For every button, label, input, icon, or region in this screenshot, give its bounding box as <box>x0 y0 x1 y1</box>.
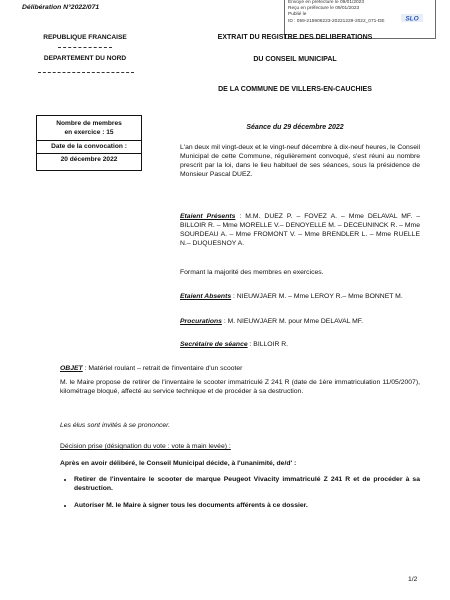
decision-list <box>60 475 420 513</box>
svg-text:SLO: SLO <box>405 15 419 22</box>
page-number: 1/2 <box>408 576 418 583</box>
objet-text: : Matériel roulant – retrait de l'inventaire d'un scooter <box>82 365 243 372</box>
procurations-block <box>180 317 420 326</box>
members-convocation-box <box>36 115 142 171</box>
divider <box>38 72 134 73</box>
members-value: en exercice : 15 <box>64 128 114 136</box>
secretary-label: Secrétaire de séance <box>180 341 248 348</box>
presents-label: Etaient Présents <box>180 213 236 220</box>
intro-text: L'an deux mil vingt-deux et le vingt-neuf décembre à dix-neuf heures, le Conseil Municipal de cette Commune, régulièrement convoqué, s'est réuni au nombre prescrit par la loi, dans le lieu habituel de ses séances, sous la présidence de Monsieur Pascal DUEZ. <box>180 144 420 178</box>
invite-text: Les élus sont invités à se prononcer. <box>60 422 171 429</box>
intro-paragraph <box>180 143 420 179</box>
convocation-value: 20 décembre 2022 <box>60 155 118 163</box>
council-title: DU CONSEIL MUNICIPAL <box>253 56 337 63</box>
stamp-line-id: ID : 059-215906223-20221229-2022_071-DE <box>288 18 385 24</box>
department-label: DEPARTEMENT DU NORD <box>43 55 127 62</box>
stamp-line-sent: Envoyé en préfecture le 09/01/2023 <box>288 0 365 5</box>
stamp-logo <box>401 14 423 22</box>
secretary-block <box>180 340 420 349</box>
proposal-paragraph: M. le Maire propose de retirer de l'inventaire le scooter immatriculé Z 241 R (date de 1ère immatriculation 11/05/2007), kilométrage bloqué, affecté au service technique et de procéder à sa destruction. <box>60 379 420 395</box>
republic-label: REPUBLIQUE FRANCAISE <box>43 34 127 41</box>
convocation-label: Date de la convocation : <box>51 143 127 150</box>
commune-title: DE LA COMMUNE DE VILLERS-EN-CAUCHIES <box>218 86 372 93</box>
decision-item: • Retirer de l'inventaire le scooter de marque Peugeot Vivacity immatriculé Z 241 R et de procéder à sa destruction. <box>74 475 420 493</box>
decision-label: Décision prise (désignation du vote : vote à main levée) : <box>60 443 231 450</box>
presents-text: : M.M. DUEZ P. – FOVEZ A. – Mme DELAVAL MF. – BILLOIR R. – Mme MORELLE V.– DENOYELLE M. – DECEUNINCK R. – Mme SOURDEAU A. – Mme FROMONT V. – Mme BRENDLER L. – Mme RUELLE N.– DUQUESNOY A. <box>180 213 420 247</box>
stamp-line-received: Reçu en préfecture le 09/01/2023 <box>288 6 360 12</box>
members-label: Nombre de membres <box>56 120 122 127</box>
objet-block <box>60 364 420 373</box>
decision-item: • Autoriser M. le Maire à signer tous les documents afférents à ce dossier. <box>74 501 420 510</box>
presents-block <box>180 212 420 248</box>
majority-text: Formant la majorité des membres en exercices. <box>180 269 324 276</box>
register-title: EXTRAIT DU REGISTRE DES DELIBERATIONS <box>217 34 373 41</box>
divider <box>58 47 112 48</box>
procurations-label: Procurations <box>180 318 222 325</box>
absents-block <box>180 292 420 301</box>
stamp-line-published: Publié le <box>288 12 307 18</box>
procurations-text: : M. NIEUWJAER M. pour Mme DELAVAL MF. <box>221 318 364 325</box>
absents-text: : NIEUWJAER M. – Mme LEROY R.– Mme BONNET M. <box>231 293 403 300</box>
deliberation-number: Délibération N°2022/071 <box>22 4 100 11</box>
decision-intro: Après en avoir délibéré, le Conseil Municipal décide, à l'unanimité, de/d' : <box>60 460 297 467</box>
objet-label: OBJET <box>60 365 83 372</box>
secretary-text: : BILLOIR R. <box>247 341 289 348</box>
session-date: Séance du 29 décembre 2022 <box>246 124 344 131</box>
absents-label: Etaient Absents <box>180 293 232 300</box>
